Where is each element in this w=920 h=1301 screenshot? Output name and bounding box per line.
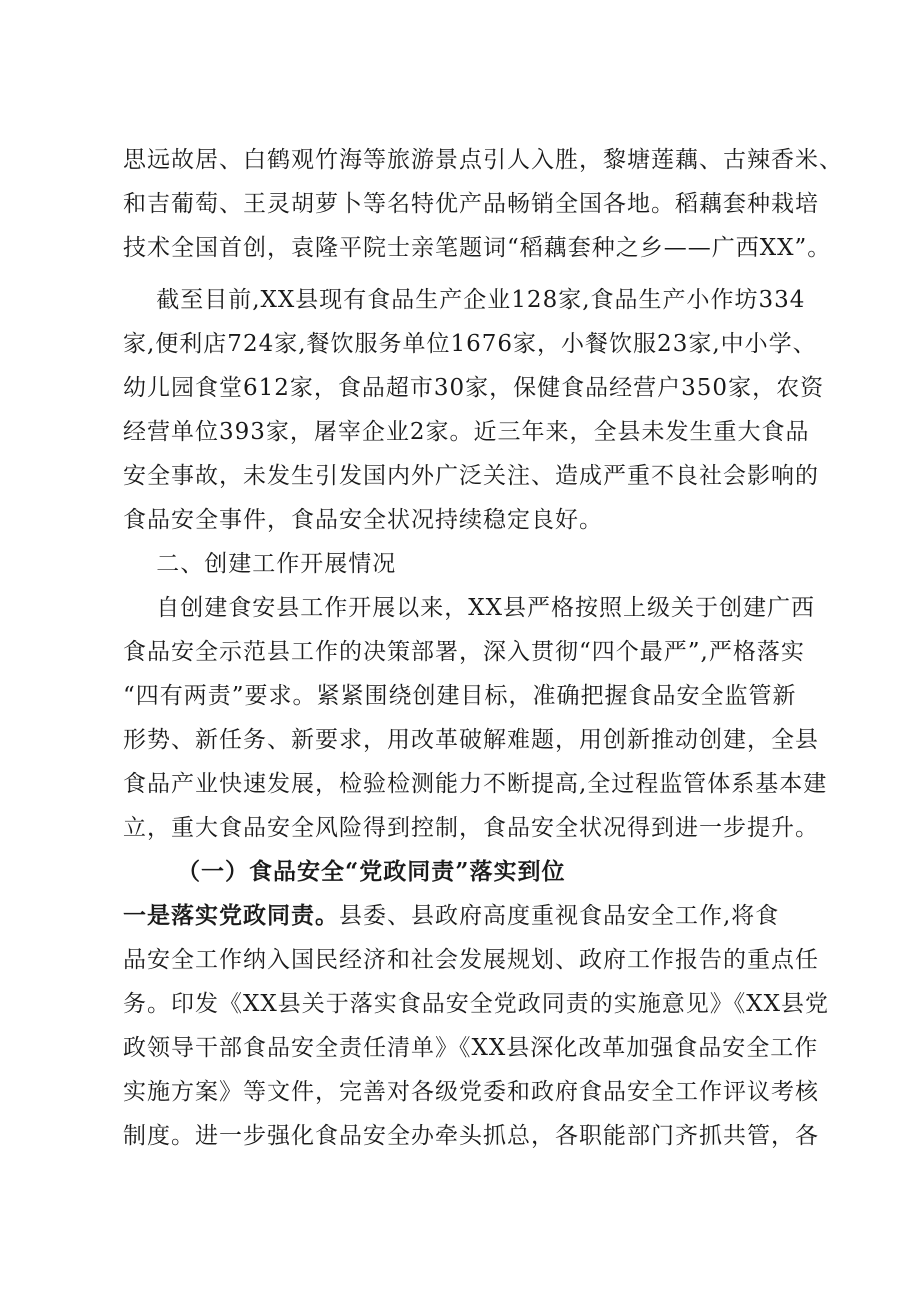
document-body: [123, 138, 843, 1158]
text-line: 截至目前,XX县现有食品生产企业128家,食品生产小作坊334: [123, 287, 806, 313]
text-line: 技术全国首创，袁隆平院士亲笔题词“稻藕套种之乡——广西XX”。: [123, 235, 832, 261]
text-line: 自创建食安县工作开展以来，XX县严格按照上级关于创建广西: [123, 595, 815, 621]
text-line: 思远故居、白鹤观竹海等旅游景点引人入胜，黎塘莲藕、古辣香米、: [123, 147, 843, 173]
paragraph-lead-line: [123, 894, 801, 938]
text-line: 和吉葡萄、王灵胡萝卜等名特优产品畅销全国各地。稻藕套种栽培: [123, 191, 819, 217]
text-line: 制度。进一步强化食品安全办牵头抓总，各职能部门齐抓共管，各: [123, 1123, 819, 1149]
text-line: 务。印发《XX县关于落实食品安全党政同责的实施意见》《XX县党: [123, 991, 829, 1017]
text-line: 立，重大食品安全风险得到控制，食品安全状况得到进一步提升。: [123, 815, 819, 841]
text-line: 食品安全事件，食品安全状况持续稳定良好。: [123, 507, 603, 533]
text-line: 形势、新任务、新要求，用改革破解难题，用创新推动创建，全县: [123, 727, 819, 753]
section-heading: 二、创建工作开展情况: [123, 551, 397, 577]
text-line: “四有两责”要求。紧紧围绕创建目标，准确把握食品安全监管新: [123, 683, 797, 709]
text-line: 实施方案》等文件，完善对各级党委和政府食品安全工作评议考核: [123, 1079, 819, 1105]
text-line: 食品安全示范县工作的决策部署，深入贯彻“四个最严”,严格落实: [123, 639, 805, 665]
subsection-heading: （一）食品安全“党政同责”落实到位: [123, 858, 566, 885]
text-line: 安全事故，未发生引发国内外广泛关注、造成严重不良社会影响的: [123, 463, 819, 489]
paragraph-lead-rest: 县委、县政府高度重视食品安全工作,将食: [339, 903, 780, 929]
paragraph-lead-bold: 一是落实党政同责。: [123, 902, 339, 929]
text-line: 家,便利店724家,餐饮服务单位1676家，小餐饮服23家,中小学、: [123, 331, 817, 357]
text-line: 品安全工作纳入国民经济和社会发展规划、政府工作报告的重点任: [123, 947, 819, 973]
text-line: 政领导干部食品安全责任清单》《XX县深化改革加强食品安全工作: [123, 1035, 819, 1061]
text-line: 经营单位393家，屠宰企业2家。近三年来，全县未发生重大食品: [123, 419, 810, 445]
text-line: 幼儿园食堂612家，食品超市30家，保健食品经营户350家，农资: [123, 375, 825, 401]
text-line: 食品产业快速发展，检验检测能力不断提高,全过程监管体系基本建: [123, 771, 828, 797]
